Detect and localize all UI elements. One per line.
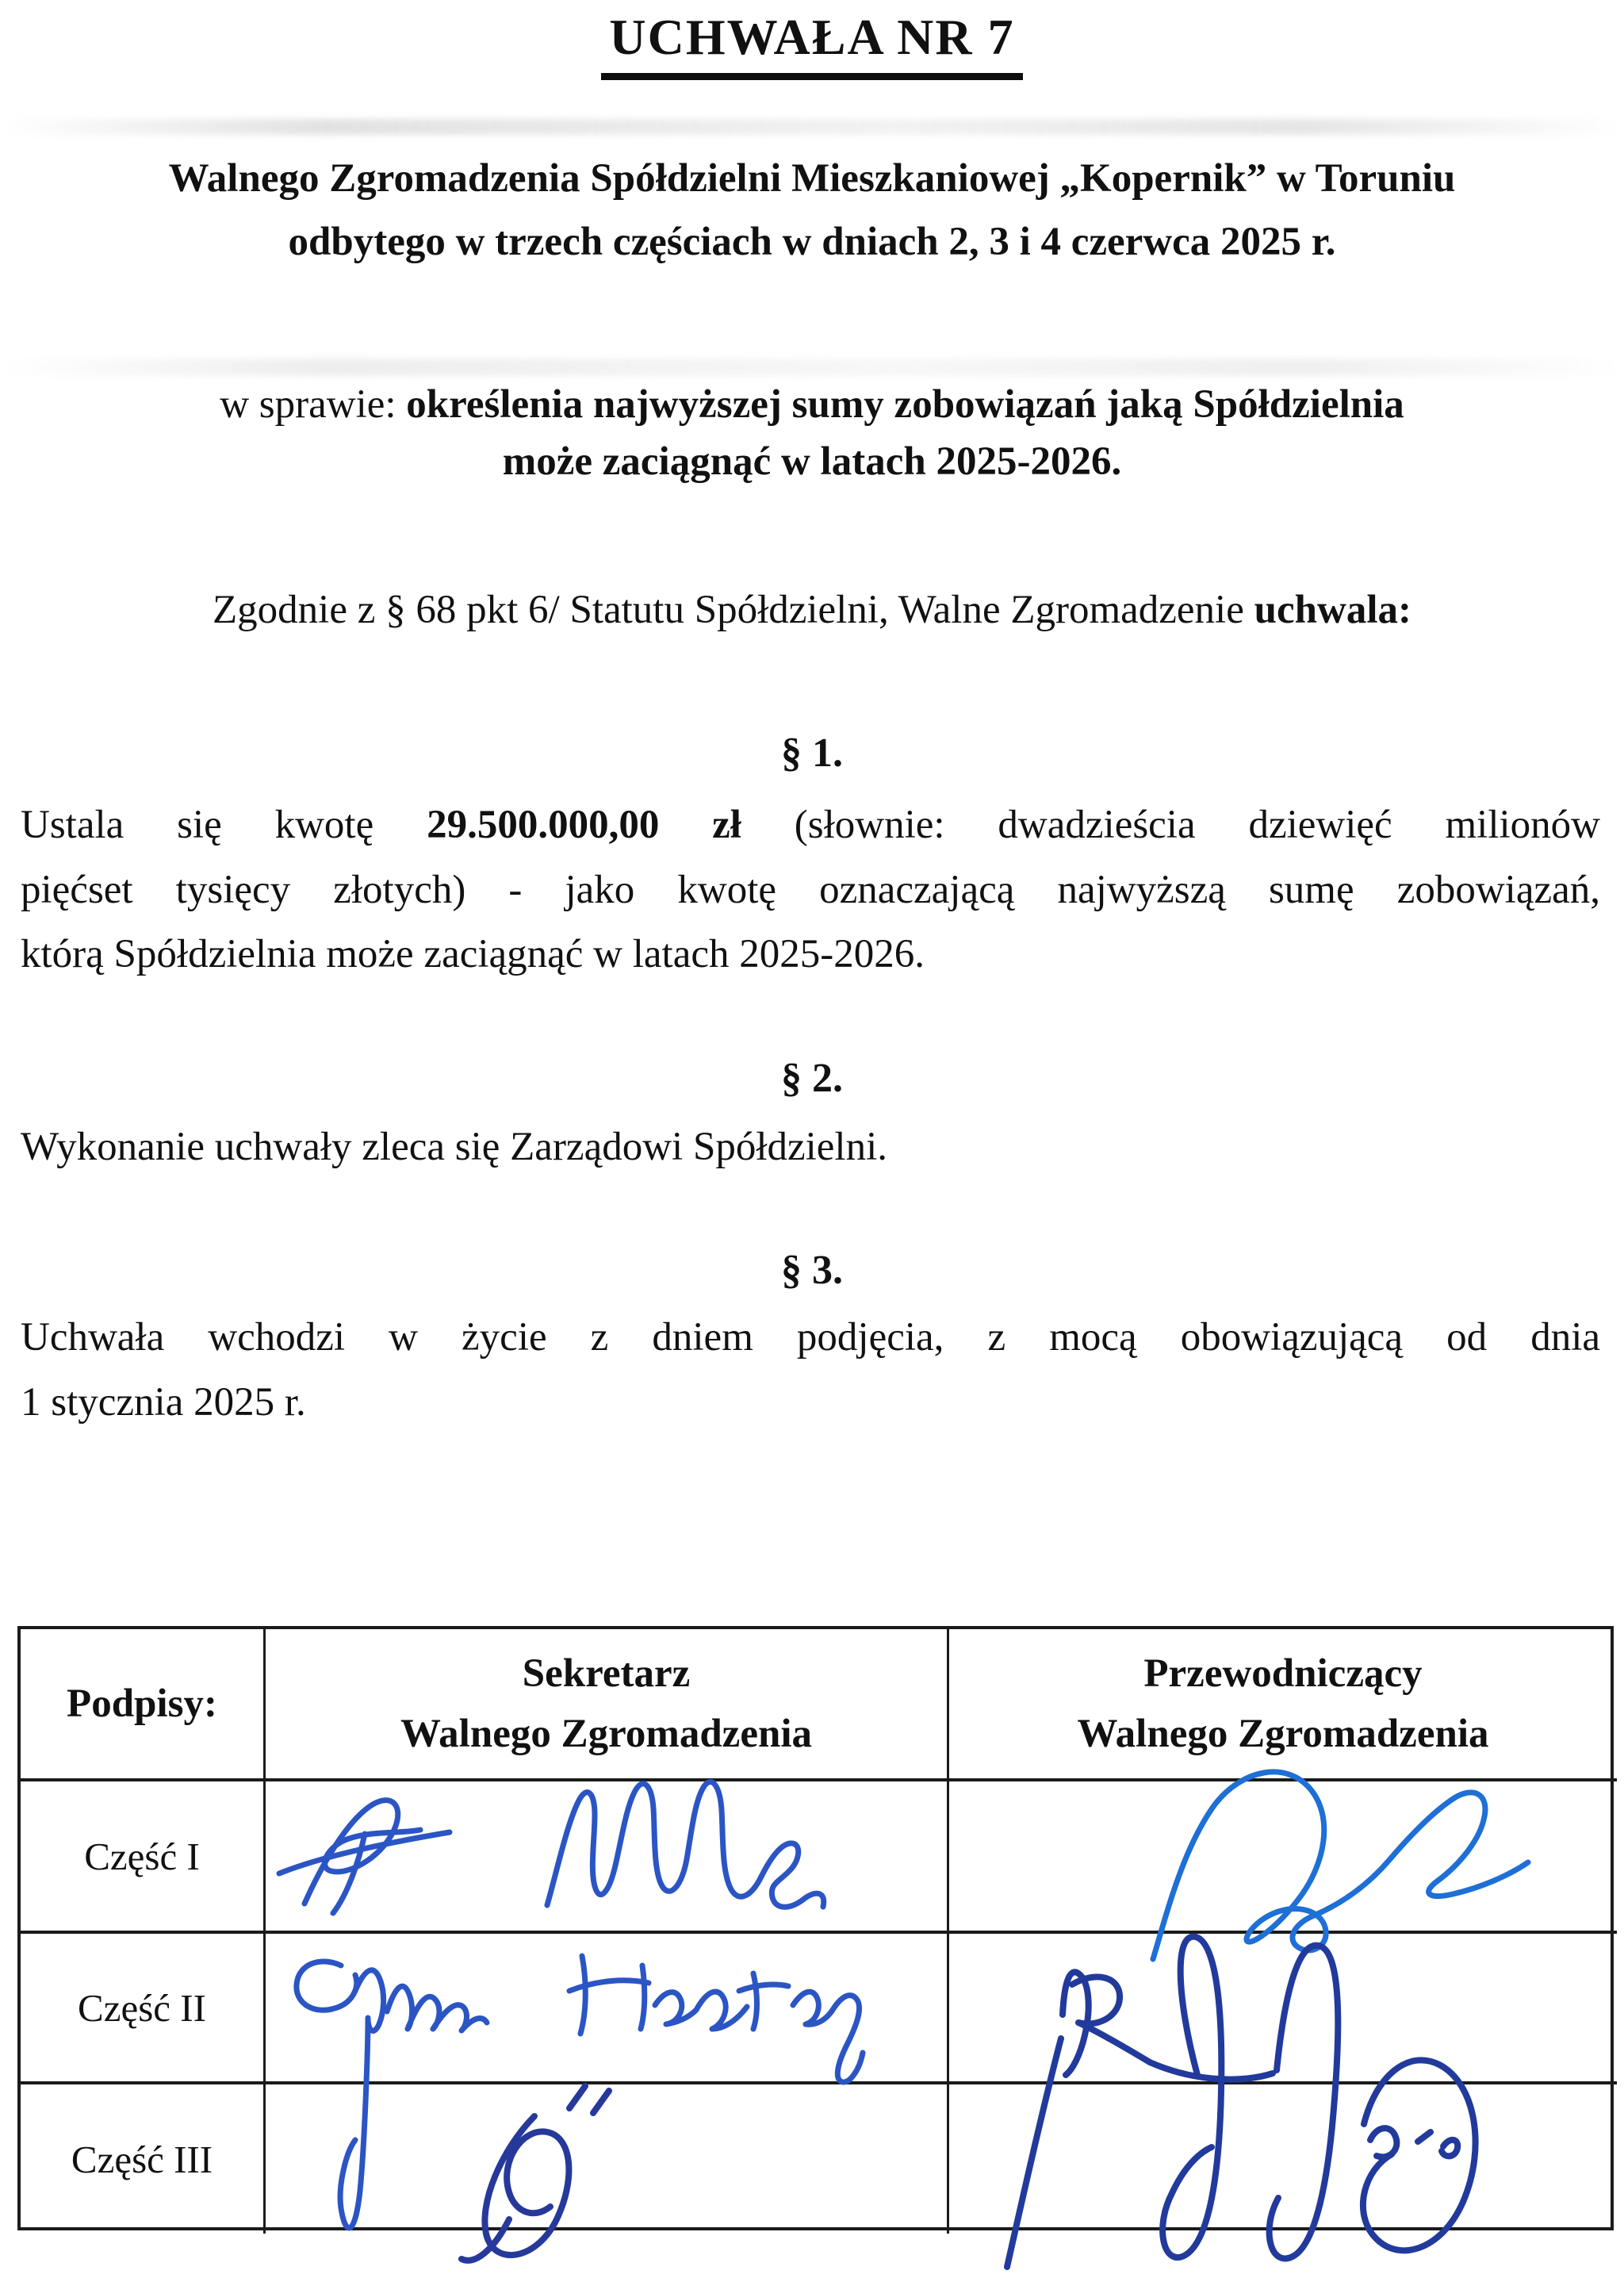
sekretarz-header-line-2: Walnego Zgromadzenia (400, 1712, 812, 1756)
table-header-podpisy: Podpisy: (67, 1681, 217, 1726)
intro-line-1: Walnego Zgromadzenia Spółdzielni Mieszkaniowej „Kopernik” w Toruniu (168, 156, 1456, 201)
preamble-regular: Zgodnie z § 68 pkt 6/ Statutu Spółdzielni, Walne Zgromadzenie (213, 588, 1244, 632)
intro-block (0, 148, 1624, 274)
preamble (0, 587, 1624, 633)
signature-cell-przewodniczacy-3 (947, 2081, 1617, 2234)
section-1-line-1-post: (słownie: dwadzieścia dziewięć milionów (794, 803, 1600, 847)
section-1-line-3: którą Spółdzielnia może zaciągnąć w latach 2025-2026. (21, 932, 925, 977)
signature-cell-sekretarz-1 (263, 1778, 947, 1931)
section-2-heading: § 2. (781, 1056, 843, 1101)
section-1-paragraph (21, 793, 1600, 988)
section-3-paragraph (21, 1306, 1600, 1435)
title-block (0, 8, 1624, 80)
section-3-line-2: 1 stycznia 2025 r. (21, 1379, 306, 1425)
subject-text-2: może zaciągnąć w latach 2025-2026. (502, 439, 1122, 485)
row-label-czesc-3: Część III (21, 2081, 263, 2234)
section-3-line-1: Uchwała wchodzi w życie z dniem podjęcia, z mocą obowiązującą od dnia (21, 1315, 1600, 1360)
sekretarz-header-line-1: Sekretarz (522, 1651, 691, 1696)
table-header-przewodniczacy (947, 1629, 1617, 1778)
subject-text-1: określenia najwyższej sumy zobowiązań jaką Spółdzielnia (406, 382, 1404, 427)
subject-block (0, 376, 1624, 491)
przewodniczacy-header-line-2: Walnego Zgromadzenia (1077, 1712, 1489, 1756)
section-1-line-1-pre: Ustala się kwotę (21, 803, 374, 847)
preamble-bold: uchwala: (1254, 588, 1411, 632)
section-1-heading: § 1. (781, 731, 843, 776)
row-label-czesc-2: Część II (21, 1931, 263, 2081)
table-header-sekretarz (263, 1629, 947, 1778)
subject-label: w sprawie: (220, 382, 396, 427)
signature-cell-sekretarz-2 (263, 1931, 947, 2081)
subject-line-1 (0, 376, 1624, 433)
section-2-line-1: Wykonanie uchwały zleca się Zarządowi Spółdzielni. (21, 1125, 888, 1169)
section-3-heading: § 3. (781, 1248, 843, 1293)
section-2-paragraph (21, 1115, 1600, 1180)
intro-line-2: odbytego w trzech częściach w dniach 2, 3 i 4 czerwca 2025 r. (288, 219, 1336, 264)
signature-cell-przewodniczacy-2 (947, 1931, 1617, 2081)
amount-value: 29.500.000,00 zł (427, 803, 741, 847)
section-1-line-1 (21, 793, 1600, 858)
scan-smudge (0, 119, 1624, 135)
przewodniczacy-header-line-1: Przewodniczący (1143, 1651, 1423, 1696)
row-label-czesc-1: Część I (21, 1778, 263, 1931)
signature-cell-przewodniczacy-1 (947, 1778, 1617, 1931)
signature-cell-sekretarz-3 (263, 2081, 947, 2234)
section-1-line-2: pięćset tysięcy złotych) - jako kwotę oznaczającą najwyższą sumę zobowiązań, (21, 867, 1600, 912)
scan-smudge (0, 359, 1624, 376)
page-title: UCHWAŁA NR 7 (601, 8, 1022, 80)
signatures-table (17, 1626, 1614, 2230)
